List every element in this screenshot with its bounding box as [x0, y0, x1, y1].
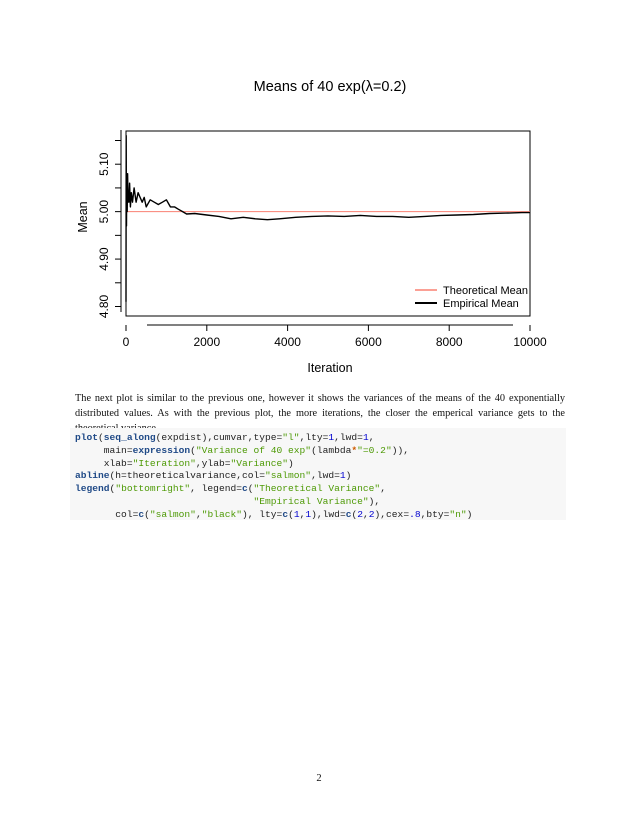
code-line: "Empirical Variance"),: [253, 495, 381, 507]
y-tick-label-3: 5.10: [97, 152, 111, 176]
x-axis-ticks: [126, 325, 530, 331]
y-axis-title: Mean: [76, 201, 90, 233]
body-paragraph: The next plot is similar to the previous one, however it shows the variances of the means of the 40 exponentially distributed values. As with the previous plot, the more iterations, the closer the emperical variance gets to the: [75, 393, 565, 420]
series-layer: [126, 136, 530, 302]
x-tick-label-0: 0: [122, 335, 130, 349]
x-axis-tick-labels: [123, 335, 547, 349]
x-tick-label-5: 10000: [513, 335, 547, 349]
code-line: plot(seq_along(expdist),cumvar,type="l",lty=1,lwd=1,: [75, 432, 375, 443]
legend-label-empirical-mean: Empirical Mean: [443, 298, 519, 310]
y-axis-tick-labels: [97, 152, 111, 318]
x-tick-label-1: 2000: [193, 335, 221, 349]
series-line-empirical-mean: [126, 136, 530, 302]
chart-title: Means of 40 exp(λ=0.2): [253, 79, 407, 95]
y-tick-label-2: 5.00: [97, 199, 111, 224]
page-number: 2: [316, 773, 322, 784]
code-line: col=c("salmon","black"), lty=c(1,1),lwd=c(2,2),cex=.8,bty="n"): [75, 508, 473, 520]
means-line-chart: [0, 60, 638, 380]
legend-label-theoretical-mean: Theoretical Mean: [443, 285, 528, 297]
y-tick-label-1: 4.90: [97, 247, 111, 271]
code-line: main=expression("Variance of 40 exp"(lambda*"=0.2")),: [75, 444, 409, 456]
code-block: [70, 428, 566, 520]
x-tick-label-3: 6000: [355, 335, 382, 349]
x-axis-title: Iteration: [307, 361, 353, 375]
y-tick-label-0: 4.80: [97, 294, 111, 319]
code-line: legend("bottomright", legend=c("Theoretical Variance",: [75, 483, 386, 495]
chart-legend: [415, 285, 528, 310]
y-axis-ticks: [115, 140, 121, 306]
code-line: abline(h=theoreticalvariance,col="salmon",lwd=1): [75, 470, 352, 482]
x-tick-label-2: 4000: [274, 335, 301, 349]
code-line: xlab="Iteration",ylab="Variance"): [75, 457, 294, 469]
x-tick-label-4: 8000: [435, 335, 463, 349]
